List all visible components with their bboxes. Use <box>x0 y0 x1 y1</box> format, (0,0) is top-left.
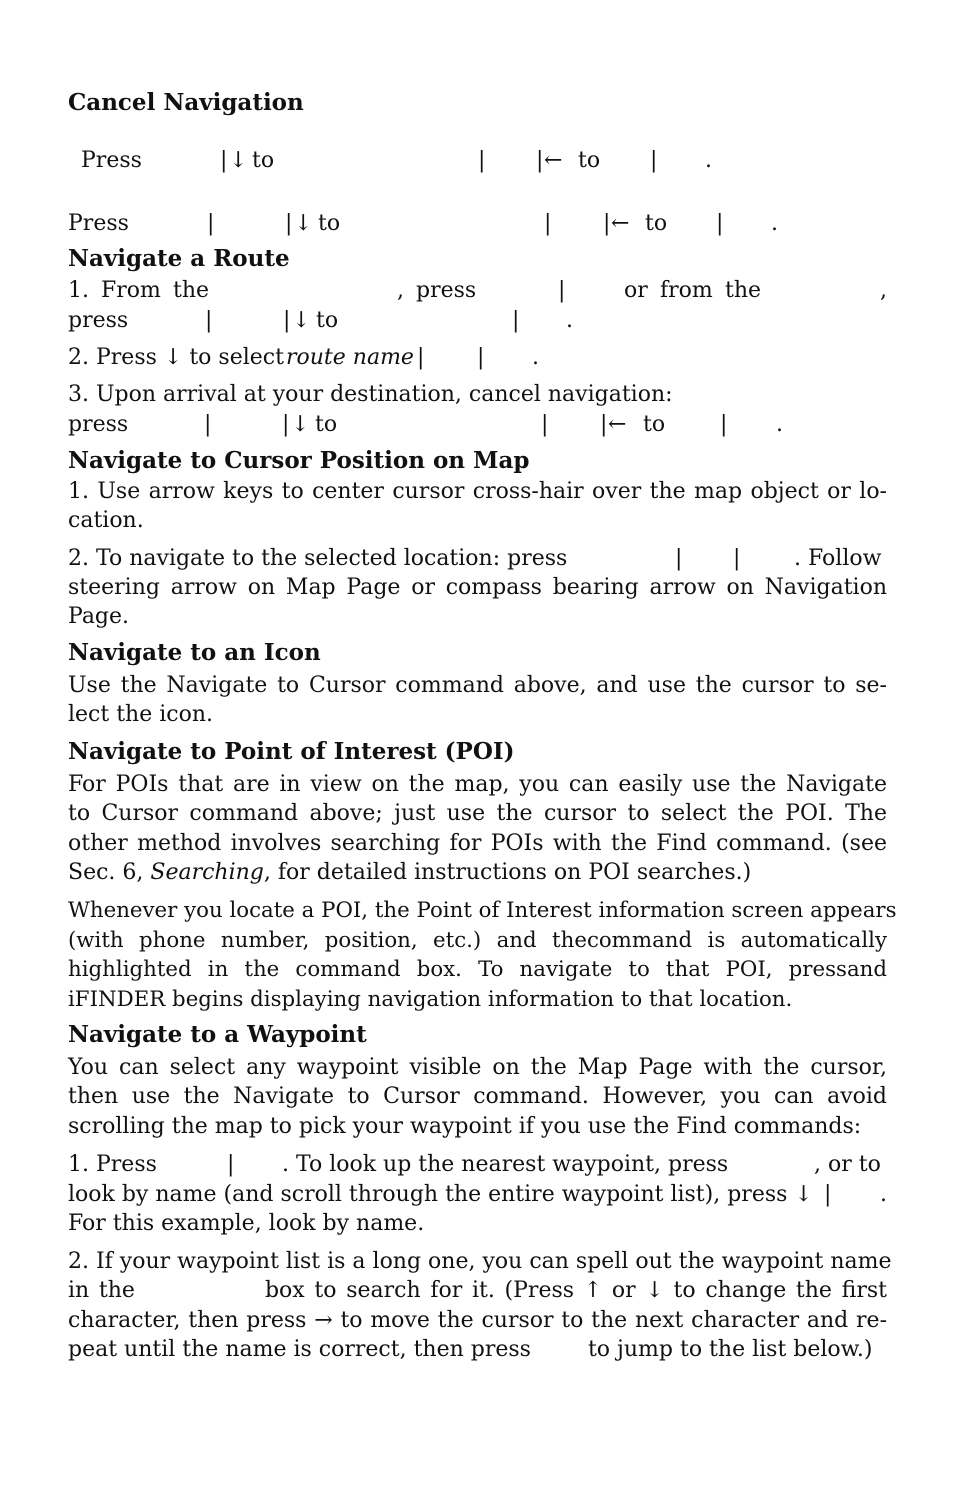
text-line: steering arrow on Map Page or compass bearing arrow on Navigation <box>68 575 887 600</box>
text: | <box>536 148 544 173</box>
text-line: other method involves searching for POIs with the Find command. (see <box>68 830 887 856</box>
text: | <box>716 211 724 236</box>
text: . <box>705 148 712 173</box>
text-line: Page. <box>68 604 130 630</box>
text-line <box>68 858 887 887</box>
text: | <box>603 211 611 236</box>
text: | <box>824 1182 832 1207</box>
text: | <box>417 345 425 370</box>
waypoint-paragraph-1 <box>68 1053 887 1141</box>
text: 2. Press ↓ to select <box>68 345 284 370</box>
text-line: 1. Use arrow keys to center cursor cross-hair over the map object or lo- <box>68 479 887 504</box>
text: | <box>720 412 728 437</box>
navigate-icon-heading: Navigate to an Icon <box>68 639 321 666</box>
text-line: Use the Navigate to Cursor command above, and use the cursor to se- <box>68 673 887 698</box>
text: For this example, look by name. <box>68 1211 425 1236</box>
text: From <box>101 278 161 303</box>
text: to <box>315 412 338 437</box>
text: . Follow <box>794 546 882 571</box>
text: peat until the name is correct, then press <box>68 1336 531 1362</box>
text: , or to <box>814 1152 881 1177</box>
text: | <box>227 1152 235 1177</box>
text: | <box>477 345 485 370</box>
text: , <box>880 278 887 303</box>
text-line: lect the icon. <box>68 702 213 728</box>
text: command is automatically <box>586 927 887 953</box>
text: | <box>220 148 228 173</box>
text: | <box>650 148 658 173</box>
searching-section-ref: Searching <box>150 859 264 885</box>
text: | <box>285 211 293 236</box>
text: , for detailed instructions on POI searches.) <box>263 859 752 885</box>
text: , <box>397 278 404 303</box>
down-arrow-glyph: ↓ <box>294 211 313 236</box>
text: . <box>776 412 783 437</box>
text: | <box>204 412 212 437</box>
text-line: Whenever you locate a POI, the Point of Interest information screen appears <box>68 898 897 923</box>
text: Press <box>81 148 142 173</box>
text-line: character, then press → to move the cursor to the next character and re- <box>68 1307 887 1333</box>
cursor-step-2-rest <box>68 573 887 632</box>
text: | <box>544 211 552 236</box>
left-arrow-glyph: ← <box>608 412 627 437</box>
text: highlighted in the command box. To navigate to that POI, press <box>68 957 847 982</box>
text: to <box>643 412 666 437</box>
text: (with phone number, position, etc.) and the <box>68 927 587 953</box>
text-line <box>68 926 887 956</box>
cursor-step-1 <box>68 477 887 536</box>
waypoint-step-2 <box>68 1247 892 1364</box>
navigate-route-heading: Navigate a Route <box>68 245 290 272</box>
poi-paragraph-2 <box>68 896 897 1014</box>
text: | <box>675 546 683 571</box>
left-arrow-glyph: ← <box>544 148 563 173</box>
text: press <box>68 308 129 333</box>
text: | <box>733 546 741 571</box>
text: to <box>645 211 668 236</box>
text-line <box>68 1276 887 1305</box>
text: 2. To navigate to the selected location: press <box>68 546 568 571</box>
text: look by name (and scroll through the entire waypoint list), press ↓ <box>68 1182 813 1207</box>
text: . <box>880 1182 887 1207</box>
text: Sec. 6, <box>68 859 151 885</box>
text: to <box>252 148 275 173</box>
text-line: then use the Navigate to Cursor command. However, you can avoid <box>68 1084 887 1110</box>
text: | <box>478 148 486 173</box>
text: | <box>283 308 291 333</box>
text: or <box>624 278 648 303</box>
route-step-3-line-1: 3. Upon arrival at your destination, cancel navigation: <box>68 382 673 407</box>
navigate-waypoint-heading: Navigate to a Waypoint <box>68 1021 367 1048</box>
text-line: For POIs that are in view on the map, you can easily use the Navigate <box>68 772 887 797</box>
text-line: to Cursor command above; just use the cursor to select the POI. The <box>68 801 887 827</box>
text: . <box>532 345 539 370</box>
text: and <box>846 957 887 982</box>
route-name-placeholder: route name <box>286 345 414 370</box>
poi-paragraph-1 <box>68 770 887 887</box>
text: | <box>600 412 608 437</box>
text-line: 2. If your waypoint list is a long one, you can spell out the waypoint name <box>68 1249 892 1274</box>
text-line <box>68 955 887 985</box>
text: . <box>771 211 778 236</box>
text: . <box>566 308 573 333</box>
text: to <box>318 211 341 236</box>
navigate-cursor-heading: Navigate to Cursor Position on Map <box>68 447 530 474</box>
down-arrow-glyph: ↓ <box>229 148 248 173</box>
text: 1. <box>68 278 89 303</box>
text-line: iFINDER begins displaying navigation information to that location. <box>68 986 793 1012</box>
text-line: cation. <box>68 508 144 534</box>
down-arrow-glyph: ↓ <box>291 412 310 437</box>
text: box to search for it. (Press ↑ or ↓ to change the first <box>264 1278 887 1304</box>
text: | <box>207 211 215 236</box>
text: | <box>541 412 549 437</box>
text: in the <box>68 1278 135 1304</box>
text: press <box>416 278 477 303</box>
text: Press <box>68 211 129 236</box>
text-line <box>68 1335 887 1364</box>
left-arrow-glyph: ← <box>611 211 630 236</box>
text: to jump to the list below.) <box>587 1336 873 1362</box>
text: the <box>173 278 210 303</box>
text: press <box>68 412 129 437</box>
text: 1. Press <box>68 1152 157 1177</box>
text: to <box>316 308 339 333</box>
down-arrow-glyph: ↓ <box>292 308 311 333</box>
text-line: scrolling the map to pick your waypoint if you use the Find commands: <box>68 1113 862 1139</box>
text: to <box>578 148 601 173</box>
text: | <box>512 308 520 333</box>
text: | <box>205 308 213 333</box>
navigate-poi-heading: Navigate to Point of Interest (POI) <box>68 738 515 765</box>
text: from <box>660 278 713 303</box>
text-line: You can select any waypoint visible on the Map Page with the cursor, <box>68 1055 887 1080</box>
text: | <box>282 412 290 437</box>
text: . To look up the nearest waypoint, press <box>282 1152 729 1177</box>
icon-paragraph <box>68 671 887 730</box>
text: the <box>725 278 762 303</box>
cancel-navigation-heading: Cancel Navigation <box>68 89 304 116</box>
text: | <box>558 278 566 303</box>
